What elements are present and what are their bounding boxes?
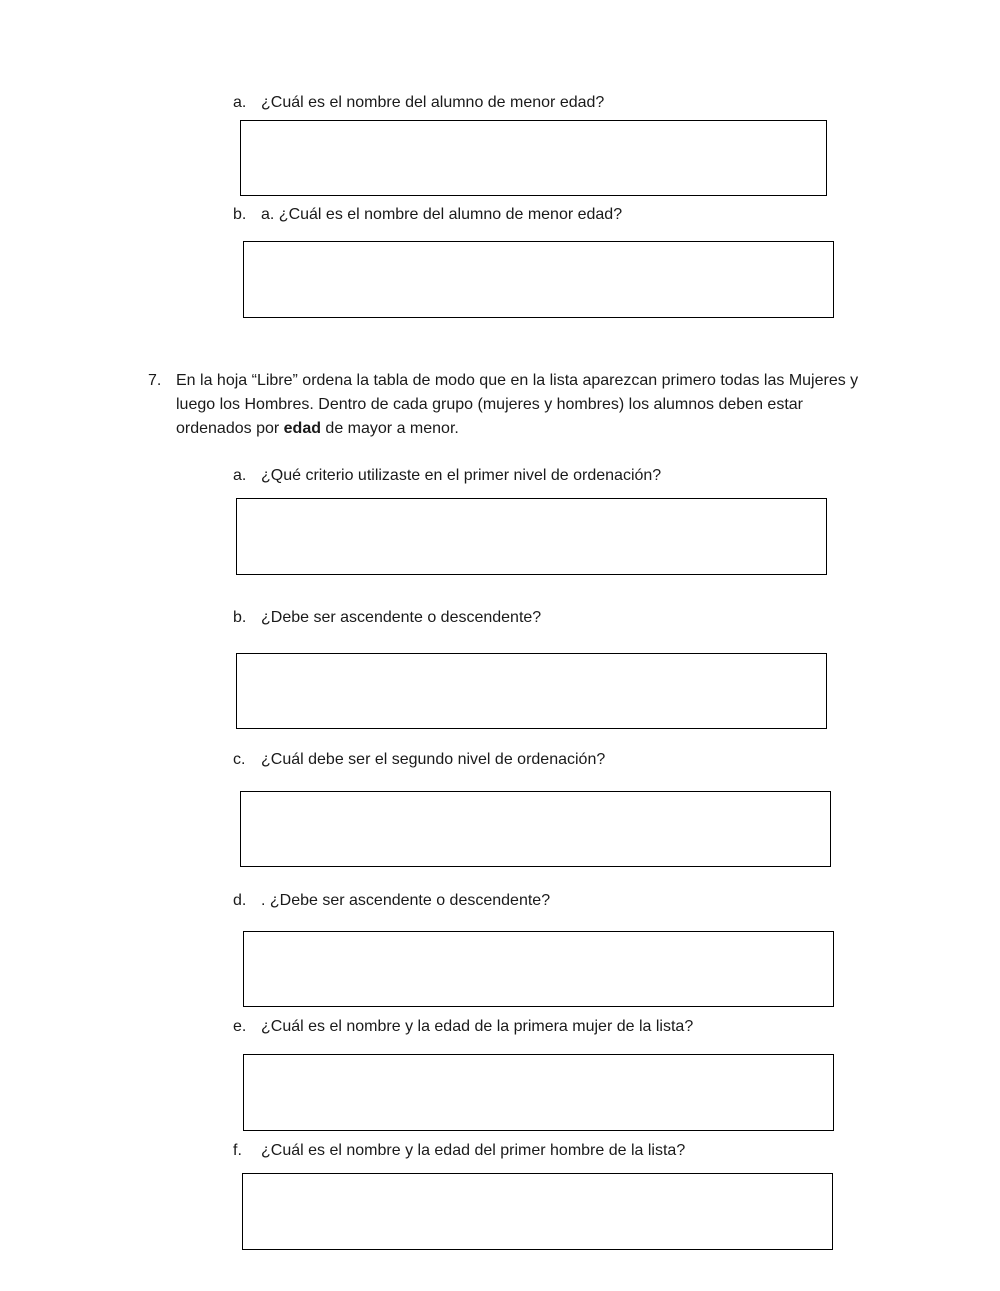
answer-box-7-f[interactable] bbox=[242, 1173, 833, 1250]
question-label: a. bbox=[233, 467, 247, 484]
answer-box-top-b[interactable] bbox=[243, 241, 834, 318]
answer-box-7-c[interactable] bbox=[240, 791, 831, 867]
question-text: ¿Debe ser ascendente o descendente? bbox=[261, 609, 542, 626]
item-number: 7. bbox=[148, 372, 162, 389]
question-text: ¿Qué criterio utilizaste en el primer nivel de ordenación? bbox=[261, 467, 662, 484]
question-label: c. bbox=[233, 751, 246, 768]
instruction-line-2: luego los Hombres. Dentro de cada grupo (mujeres y hombres) los alumnos deben estar bbox=[176, 396, 803, 413]
answer-box-7-a[interactable] bbox=[236, 498, 827, 575]
bold-keyword: edad bbox=[283, 420, 321, 437]
answer-box-7-d[interactable] bbox=[243, 931, 834, 1007]
question-text: ¿Cuál es el nombre del alumno de menor edad? bbox=[261, 94, 605, 111]
answer-input-7-d[interactable] bbox=[244, 932, 833, 1006]
answer-input-7-c[interactable] bbox=[241, 792, 830, 866]
answer-box-top-a[interactable] bbox=[240, 120, 827, 196]
answer-box-7-e[interactable] bbox=[243, 1054, 834, 1131]
answer-box-7-b[interactable] bbox=[236, 653, 827, 729]
question-text: ¿Cuál debe ser el segundo nivel de ordenación? bbox=[261, 751, 606, 768]
answer-input-7-e[interactable] bbox=[244, 1055, 833, 1130]
answer-input-7-a[interactable] bbox=[237, 499, 826, 574]
answer-input-top-b[interactable] bbox=[244, 242, 833, 317]
instruction-line-1: En la hoja “Libre” ordena la tabla de modo que en la lista aparezcan primero todas las Mujeres y bbox=[176, 372, 859, 389]
question-text: a. ¿Cuál es el nombre del alumno de menor edad? bbox=[261, 206, 623, 223]
question-label: b. bbox=[233, 609, 247, 626]
instruction-line-3: ordenados por edad de mayor a menor. bbox=[176, 420, 459, 437]
answer-input-7-b[interactable] bbox=[237, 654, 826, 728]
answer-input-7-f[interactable] bbox=[243, 1174, 832, 1249]
question-label: f. bbox=[233, 1142, 242, 1159]
question-label: d. bbox=[233, 892, 247, 909]
question-label: b. bbox=[233, 206, 247, 223]
question-label: a. bbox=[233, 94, 247, 111]
question-text: . ¿Debe ser ascendente o descendente? bbox=[261, 892, 551, 909]
question-text: ¿Cuál es el nombre y la edad de la primera mujer de la lista? bbox=[261, 1018, 694, 1035]
answer-input-top-a[interactable] bbox=[241, 121, 826, 195]
question-label: e. bbox=[233, 1018, 247, 1035]
question-text: ¿Cuál es el nombre y la edad del primer hombre de la lista? bbox=[261, 1142, 686, 1159]
